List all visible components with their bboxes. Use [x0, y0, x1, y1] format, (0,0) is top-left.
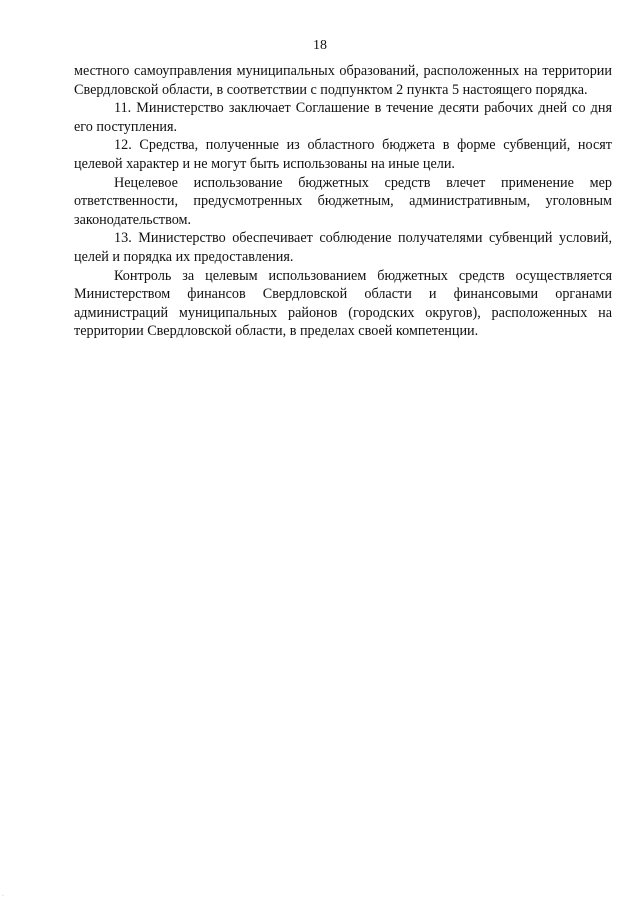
paragraph-clause-13: 13. Министерство обеспечивает соблюдение получателями субвенций условий, целей и порядка их предоставления. — [74, 230, 612, 265]
paragraph-continuation: местного самоуправления муниципальных образований, расположенных на территории Свердловской области, в соответствии с подпунктом 2 пункта 5 настоящего порядка. — [74, 63, 612, 98]
page-number: 18 — [313, 38, 327, 53]
paragraph-clause-12: 12. Средства, полученные из областного бюджета в форме субвенций, носят целевой характер и не могут быть использованы на иные цели. — [74, 137, 612, 172]
paragraph-control: Контроль за целевым использованием бюджетных средств осуществляется Министерством финансов Свердловской области и финансовыми органами администраций муниципальных районов (городских округов), расположенных на территории Свердловской области, в пределах своей компетенции. — [74, 267, 612, 340]
paragraph-misuse-liability: Нецелевое использование бюджетных средств влечет применение мер ответственности, предусмотренных бюджетным, административным, уголовным законодательством. — [74, 174, 612, 228]
document-body — [74, 62, 612, 341]
paragraph-clause-11: 11. Министерство заключает Соглашение в течение десяти рабочих дней со дня его поступления. — [74, 100, 612, 135]
scan-edge-mark: · — [2, 893, 4, 899]
